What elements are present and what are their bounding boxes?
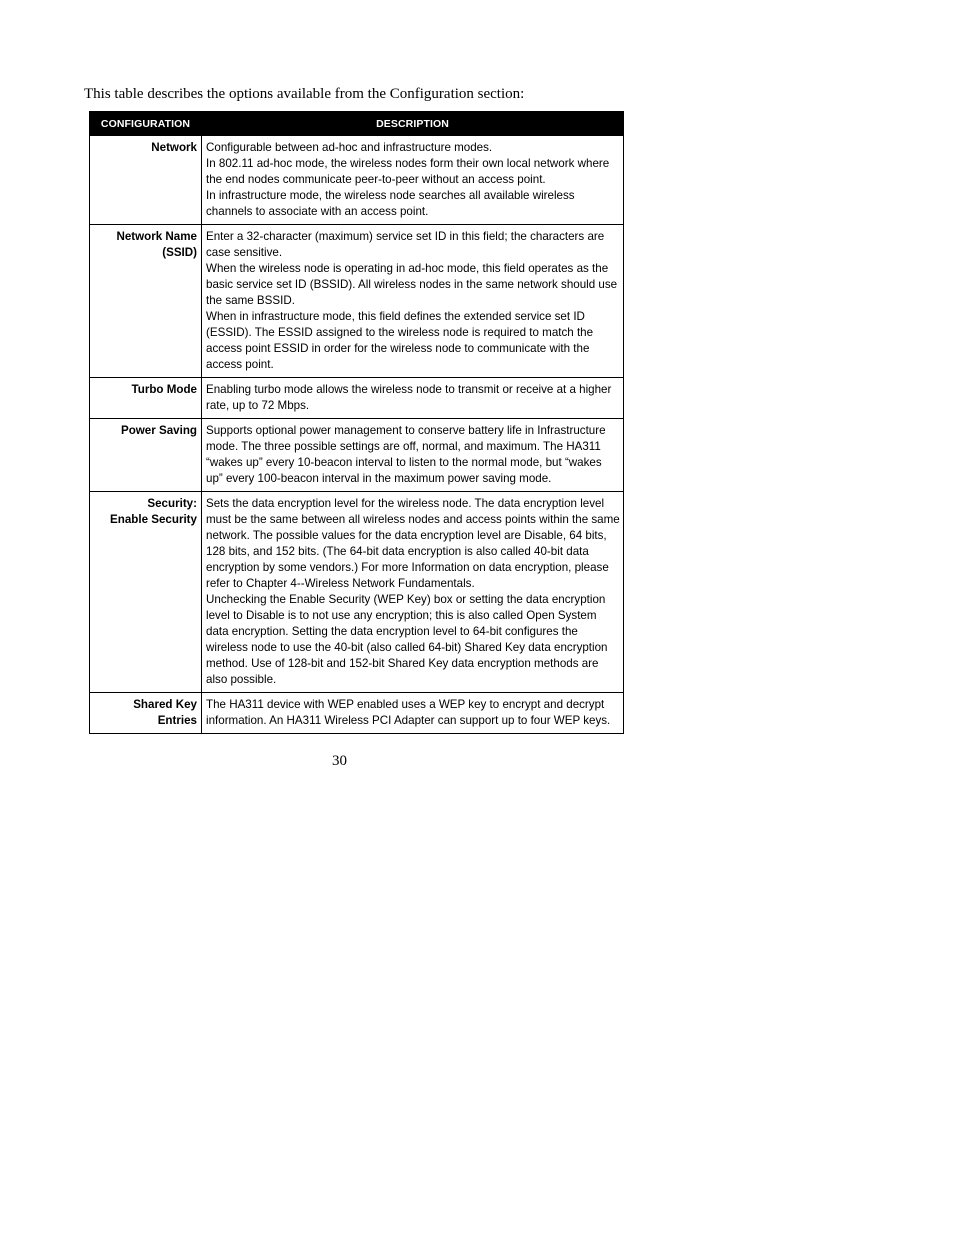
table-row-turbo-mode bbox=[90, 378, 624, 419]
config-name-line: Enable Security bbox=[110, 513, 197, 526]
config-name-line: Power Saving bbox=[120, 424, 197, 437]
description-line: In infrastructure mode, the wireless node searches all available wireless bbox=[206, 189, 575, 202]
description-line: encryption by some vendors.) For more Information on data encryption, please bbox=[206, 561, 609, 574]
description-line: The HA311 device with WEP enabled uses a WEP key to encrypt and decrypt bbox=[206, 698, 605, 711]
config-name-line: Entries bbox=[157, 714, 197, 727]
intro-text: This table describes the options available from the Configuration section: bbox=[84, 86, 525, 102]
config-name-cell bbox=[90, 419, 202, 492]
description-line: Unchecking the Enable Security (WEP Key) box or setting the data encryption bbox=[206, 593, 606, 606]
description-line: data encryption. Setting the data encryption level to 64-bit configures the bbox=[206, 625, 578, 638]
description-line: access point ESSID in order for the wireless node to communicate with the bbox=[206, 342, 590, 355]
description-line: case sensitive. bbox=[206, 246, 283, 259]
description-line: In 802.11 ad-hoc mode, the wireless nodes form their own local network where bbox=[206, 157, 610, 170]
config-name-line: Shared Key bbox=[133, 698, 197, 711]
description-line: level to Disable is to not use any encryption; this is also called Open System bbox=[206, 609, 597, 622]
description-line: Enter a 32-character (maximum) service set ID in this field; the characters are bbox=[206, 230, 605, 243]
description-cell bbox=[202, 492, 624, 693]
description-line: Sets the data encryption level for the wireless node. The data encryption level bbox=[206, 497, 605, 510]
description-line: (ESSID). The ESSID assigned to the wireless node is required to match the bbox=[206, 326, 594, 339]
description-cell bbox=[202, 419, 624, 492]
description-line: wireless node to use the 40-bit (also called 64-bit) Shared Key data encryption bbox=[206, 641, 608, 654]
description-line: basic service set ID (BSSID). All wireless nodes in the same network should use bbox=[206, 278, 618, 291]
table-row-network bbox=[90, 136, 624, 225]
description-line: When the wireless node is operating in ad-hoc mode, this field operates as the bbox=[206, 262, 609, 275]
description-line: When in infrastructure mode, this field defines the extended service set ID bbox=[206, 310, 585, 323]
description-line: must be the same between all wireless nodes and access points within the same bbox=[206, 513, 620, 526]
description-line: also possible. bbox=[206, 673, 277, 686]
description-line: mode. The three possible settings are off, normal, and maximum. The HA311 bbox=[206, 440, 601, 453]
config-name-line: Network Name bbox=[116, 230, 197, 243]
description-line: refer to Chapter 4--Wireless Network Fundamentals. bbox=[206, 577, 475, 590]
description-cell bbox=[202, 136, 624, 225]
description-line: channels to associate with an access point. bbox=[206, 205, 429, 218]
config-name-cell bbox=[90, 378, 202, 419]
config-name-cell bbox=[90, 492, 202, 693]
description-line: Supports optional power management to conserve battery life in Infrastructure bbox=[206, 424, 606, 437]
table-row-power-saving bbox=[90, 419, 624, 492]
description-line: rate, up to 72 Mbps. bbox=[206, 399, 310, 412]
description-cell bbox=[202, 693, 624, 734]
config-name-cell bbox=[90, 693, 202, 734]
configuration-table bbox=[89, 111, 624, 734]
description-line: access point. bbox=[206, 358, 274, 371]
config-name-line: Security: bbox=[147, 497, 197, 510]
config-name-cell bbox=[90, 136, 202, 225]
table-header-row bbox=[90, 112, 624, 136]
description-line: information. An HA311 Wireless PCI Adapter can support up to four WEP keys. bbox=[206, 714, 611, 727]
description-line: Enabling turbo mode allows the wireless node to transmit or receive at a higher bbox=[206, 383, 612, 396]
column-header-description: DESCRIPTION bbox=[202, 112, 624, 136]
description-line: 128 bits, and 152 bits. (The 64-bit data encryption is also called 40-bit data bbox=[206, 545, 589, 558]
table-row-shared-key-entries bbox=[90, 693, 624, 734]
description-line: the end nodes communicate peer-to-peer without an access point. bbox=[206, 173, 546, 186]
description-line: up” every 100-beacon interval in the maximum power saving mode. bbox=[206, 472, 552, 485]
config-name-line: Network bbox=[151, 141, 197, 154]
description-line: “wakes up” every 10-beacon interval to listen to the normal mode, but “wakes bbox=[206, 456, 602, 469]
description-line: Configurable between ad-hoc and infrastructure modes. bbox=[206, 141, 493, 154]
description-line: the same BSSID. bbox=[206, 294, 295, 307]
description-cell bbox=[202, 378, 624, 419]
page-number: 30 bbox=[332, 753, 347, 769]
table-row-network-name bbox=[90, 225, 624, 378]
table-row-security bbox=[90, 492, 624, 693]
description-line: network. The possible values for the data encryption level are Disable, 64 bits, bbox=[206, 529, 607, 542]
description-cell bbox=[202, 225, 624, 378]
config-name-line: Turbo Mode bbox=[131, 383, 197, 396]
description-line: method. Use of 128-bit and 152-bit Shared Key data encryption methods are bbox=[206, 657, 599, 670]
config-name-cell bbox=[90, 225, 202, 378]
column-header-configuration: CONFIGURATION bbox=[90, 112, 202, 136]
config-name-line: (SSID) bbox=[162, 246, 197, 259]
